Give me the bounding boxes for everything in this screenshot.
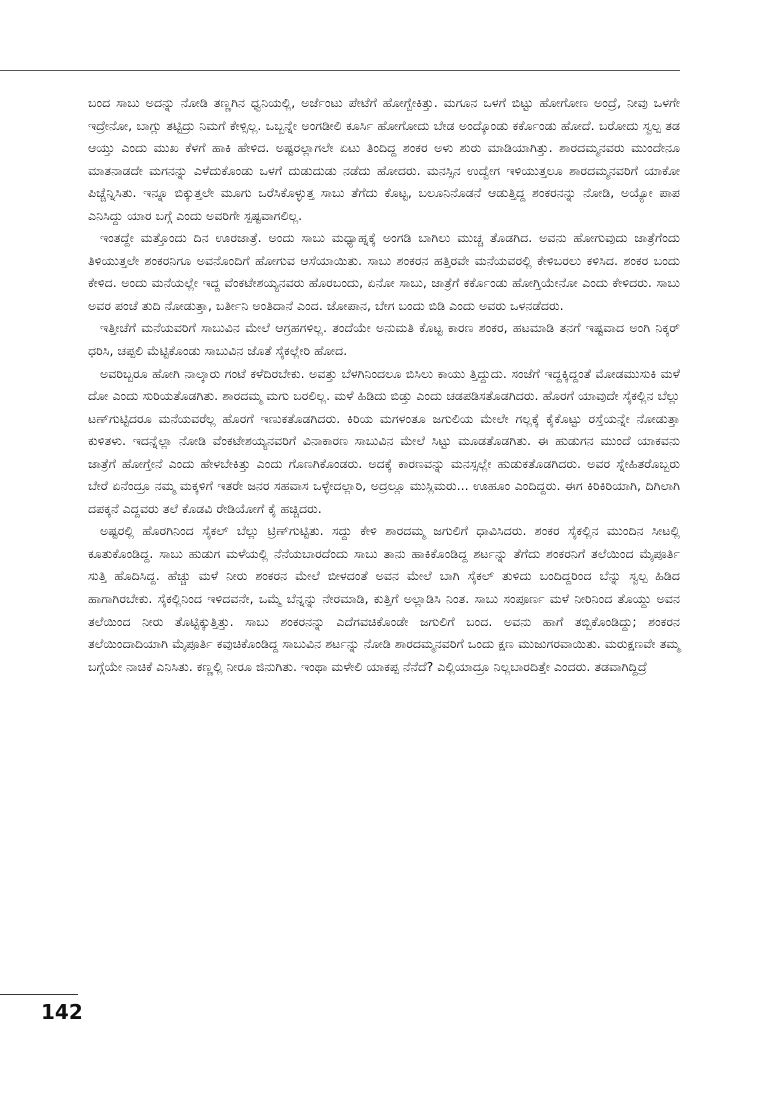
paragraph-5: ಅಷ್ಟರಲ್ಲಿ ಹೊರಗಿನಿಂದ ಸೈಕಲ್ ಬೆಲ್ಲು ಟ್ರಿಣ್‌ಗುಟ್ಟಿತು. ಸದ್ದು ಕೇಳಿ ಶಾರದಮ್ಮ ಜಗುಲಿಗೆ ಧಾವಿಸಿದರು. ಶಂಕರ ಸೈಕಲ್ಲಿನ ಮುಂದಿನ ಸೀಟಲ್ಲಿ ಕೂತುಕೊಂಡಿದ್ದ. ಸಾಬು ಹುಡುಗ ಮಳೆಯಲ್ಲಿ ನೆನೆಯಬಾರದೆಂದು ಸಾಬು ತಾನು ಹಾಕಿಕೊಂಡಿದ್ದ ಶರ್ಟನ್ನು ತೆಗೆದು ಶಂಕರನಿಗೆ ತಲೆಯಿಂದ ಮೈಪೂರ್ತಿ ಸುತ್ತಿ ಹೊದಿಸಿದ್ದ. ಹೆಚ್ಚು ಮಳೆ ನೀರು ಶಂಕರನ ಮೇಲೆ ಬೀಳದಂತೆ ಅವನ ಮೇಲೆ ಬಾಗಿ ಸೈಕಲ್ ತುಳಿದು ಬಂದಿದ್ದರಿಂದ ಬೆನ್ನು ಸ್ವಲ್ಪ ಹಿಡಿದ ಹಾಗಾಗಿರಬೇಕು. ಸೈಕಲ್ಲಿನಿಂದ ಇಳಿದವನೇ, ಒಮ್ಮೆ ಬೆನ್ನನ್ನು ನೇರಮಾಡಿ, ಕುತ್ತಿಗೆ ಅಲ್ಲಾಡಿಸಿ ನಿಂತ. ಸಾಬು ಸಂಪೂರ್ಣ ಮಳೆ ನೀರಿನಿಂದ ತೊಯ್ದು ಅವನ ತಲೆಯಿಂದ ನೀರು ತೊಟ್ಟಿಕ್ಕುತ್ತಿತ್ತು. ಸಾಬು ಶಂಕರನನ್ನು ಎದೆಗವಚಿಕೊಂಡೇ ಜಗುಲಿಗೆ ಬಂದ. ಅವನು ಹಾಗೆ ತಬ್ಬಿಕೊಂಡಿದ್ದು; ಶಂಕರನ ತಲೆಯಿಂದಾದಿಯಾಗಿ ಮೈಪೂರ್ತಿ ಕವುಚಿಕೊಂಡಿದ್ದ ಸಾಬುವಿನ ಶರ್ಟನ್ನು ನೋಡಿ ಶಾರದಮ್ಮನವರಿಗೆ ಒಂದು ಕ್ಷಣ ಮುಜುಗರವಾಯಿತು. ಮರುಕ್ಷಣವೇ ತಮ್ಮ ಬಗ್ಗೆಯೇ ನಾಚಿಕೆ ಎನಿಸಿತು. ಕಣ್ಣಲ್ಲಿ ನೀರೂ ಜಿನುಗಿತು. ಇಂಥಾ ಮಳೇಲಿ ಯಾಕಪ್ಪ ನೆನೆದೆ? ಎಲ್ಲಿಯಾದ್ರೂ ನಿಲ್ಲಬಾರದಿತ್ತೇ ಎಂದರು. ತಡವಾಗಿದ್ದಿದ್ರೆ [88,523,680,674]
body-text [88,92,680,678]
footer-rule [0,994,78,995]
paragraph-3: ಇತ್ತೀಚೆಗೆ ಮನೆಯವರಿಗೆ ಸಾಬುವಿನ ಮೇಲೆ ಆಗ್ರಹಗಳಿಲ್ಲ. ತಂದೆಯೇ ಅನುಮತಿ ಕೊಟ್ಟ ಕಾರಣ ಶಂಕರ, ಹಟಮಾಡಿ ತನಗೆ ಇಷ್ಟವಾದ ಅಂಗಿ ನಿಕ್ಕರ್ ಧರಿಸಿ, ಚಪ್ಪಲಿ ಮೆಟ್ಟಿಕೊಂಡು ಸಾಬುವಿನ ಜೊತೆ ಸೈಕಲ್ಲೇರಿ ಹೋದ. [88,320,680,359]
page-number: 142 [41,1000,83,1024]
paragraph-1: ಬಂದ ಸಾಬು ಅದನ್ನು ನೋಡಿ ತಣ್ಣಗಿನ ಧ್ವನಿಯಲ್ಲಿ, ಅರ್ಜೆಂಟು ಪೇಟೆಗೆ ಹೋಗ್ಬೇಕಿತ್ತು. ಮಗೂನ ಒಳಗೆ ಬಿಟ್ಟು ಹೋಗೋಣ ಅಂದ್ರೆ, ನೀವು ಒಳಗೇ ಇದ್ರೇನೋ, ಬಾಗ್ಲು ತಟ್ಟಿದ್ರು ನಿಮಗೆ ಕೇಳ್ಸಿಲ್ಲ. ಒಬ್ಬನ್ನೇ ಅಂಗಡೀಲಿ ಕೂರ್ಸಿ ಹೋಗೋದು ಬೇಡ ಅಂದ್ಕೊಂಡು ಕರ್ಕೊಂಡು ಹೋದೆ. ಬರೋದು ಸ್ವಲ್ಪ ತಡ ಆಯ್ತು ಎಂದು ಮುಖ ಕೆಳಗೆ ಹಾಕಿ ಹೇಳಿದ. ಅಷ್ಟರಲ್ಲಾಗಲೇ ಏಟು ತಿಂದಿದ್ದ ಶಂಕರ ಅಳು ಶುರು ಮಾಡಿಯಾಗಿತ್ತು. ಶಾರದಮ್ಮನವರು ಮುಂದೇನೂ ಮಾತನಾಡದೇ ಮಗನನ್ನು ಎಳೆದುಕೊಂಡು ಒಳಗೆ ದುಡುದುಡು ನಡೆದು ಹೋದರು. ಮನಸ್ಸಿನ ಉದ್ವೇಗ ಇಳಿಯುತ್ತಲೂ ಶಾರದಮ್ಮನವರಿಗೆ ಯಾಕೋ ಪಿಚ್ಚೆನ್ನಿಸಿತು. ಇನ್ನೂ ಬಿಕ್ಕುತ್ತಲೇ ಮೂಗು ಒರೆಸಿಕೊಳ್ಳುತ್ತ ಸಾಬು ತೆಗೆದು ಕೊಟ್ಟ, ಬಲೂನಿನೊಡನೆ ಆಡುತ್ತಿದ್ದ ಶಂಕರನನ್ನು ನೋಡಿ, ಅಯ್ಯೋ ಪಾಪ ಎನಿಸಿದ್ದು ಯಾರ ಬಗ್ಗೆ ಎಂದು ಅವರಿಗೇ ಸ್ಪಷ್ಟವಾಗಲಿಲ್ಲ. [88,95,680,223]
paragraph-4: ಅವರಿಬ್ಬರೂ ಹೋಗಿ ನಾಲ್ಕಾರು ಗಂಟೆ ಕಳೆದಿರಬೇಕು. ಅವತ್ತು ಬೆಳಗಿನಿಂದಲೂ ಬಿಸಿಲು ಕಾಯು ತ್ತಿದ್ದುದು. ಸಂಜೆಗೆ ಇದ್ದಕ್ಕಿದ್ದಂತೆ ಮೋಡಮುಸುಕಿ ಮಳೆ ದೋ ಎಂದು ಸುರಿಯತೊಡಗಿತು. ಶಾರದಮ್ಮ ಮಗು ಬರಲಿಲ್ಲ. ಮಳೆ ಹಿಡಿದು ಬಿಡ್ತು ಎಂದು ಚಡಪಡಿಸತೊಡಗಿದರು. ಹೊರಗೆ ಯಾವುದೇ ಸೈಕಲ್ಲಿನ ಬೆಲ್ಲು ಟಣ್‌ಗುಟ್ಟಿದರೂ ಮನೆಯವರೆಲ್ಲ ಹೊರಗೆ ಇಣುಕತೊಡಗಿದರು. ಕಿರಿಯ ಮಗಳಂತೂ ಜಗುಲಿಯ ಮೇಲೇ ಗಲ್ಲಕ್ಕೆ ಕೈಕೊಟ್ಟು ರಸ್ತೆಯನ್ನೇ ನೋಡುತ್ತಾ ಕುಳಿತಳು. ಇದನ್ನೆಲ್ಲಾ ನೋಡಿ ವೆಂಕಟೇಶಯ್ಯನವರಿಗೆ ವಿನಾಕಾರಣ ಸಾಬುವಿನ ಮೇಲೆ ಸಿಟ್ಟು ಮೂಡತೊಡಗಿತು. ಈ ಹುಡುಗನ ಮುಂದೆ ಯಾಕವನು ಜಾತ್ರೆಗೆ ಹೋಗ್ತೇನೆ ಎಂದು ಹೇಳಬೇಕಿತ್ತು ಎಂದು ಗೊಣಗಿಕೊಂಡರು. ಅದಕ್ಕೆ ಕಾರಣವನ್ನು ಮನಸ್ಸಲ್ಲೇ ಹುಡುಕತೊಡಗಿದರು. ಅವರ ಸ್ನೇಹಿತರೊಬ್ಬರು ಬೇರೆ ಏನೆಂದ್ರೂ ನಮ್ಮ ಮಕ್ಕಳಿಗೆ ಇತರೇ ಜನರ ಸಹವಾಸ ಒಳ್ಳೇದಲ್ಲಾರಿ, ಅದ್ರಲ್ಲೂ ಮುಸ್ಲಿಮರು... ಊಹೂಂ ಎಂದಿದ್ದರು. ಈಗ ಕಿರಿಕಿರಿಯಾಗಿ, ದಿಗಿಲಾಗಿ ದಪಕ್ಕನೆ ಎದ್ದವರು ತಲೆ ಕೊಡವಿ ರೇಡಿಯೋಗೆ ಕೈ ಹಚ್ಚಿದರು. [88,365,680,516]
header-rule [0,70,680,71]
paragraph-2: ಇಂತದ್ದೇ ಮತ್ತೊಂದು ದಿನ ಊರಜಾತ್ರೆ. ಅಂದು ಸಾಬು ಮಧ್ಯಾಹ್ನಕ್ಕೆ ಅಂಗಡಿ ಬಾಗಿಲು ಮುಚ್ಚ ತೊಡಗಿದ. ಅವನು ಹೋಗುವುದು ಜಾತ್ರೆಗೆಂದು ತಿಳಿಯುತ್ತಲೇ ಶಂಕರನಿಗೂ ಅವನೊಂದಿಗೆ ಹೋಗುವ ಆಸೆಯಾಯಿತು. ಸಾಬು ಶಂಕರನ ಹತ್ತಿರವೇ ಮನೆಯವರಲ್ಲಿ ಕೇಳಿಬರಲು ಕಳಿಸಿದ. ಶಂಕರ ಬಂದು ಕೇಳಿದ. ಅಂದು ಮನೆಯಲ್ಲೇ ಇದ್ದ ವೆಂಕಟೇಶಯ್ಯನವರು ಹೊರಬಂದು, ಏನೋ ಸಾಬು, ಜಾತ್ರೆಗೆ ಕರ್ಕೊಂಡು ಹೋಗ್ತಿಯೇನೋ ಎಂದು ಕೇಳಿದರು. ಸಾಬು ಅವರ ಪಂಚೆ ತುದಿ ನೋಡುತ್ತಾ, ಬರ್ತೀನಿ ಅಂತಿದಾನೆ ಎಂದ. ಜೋಪಾನ, ಬೇಗ ಬಂದು ಬಿಡಿ ಎಂದು ಅವರು ಒಳನಡೆದರು. [88,230,680,313]
